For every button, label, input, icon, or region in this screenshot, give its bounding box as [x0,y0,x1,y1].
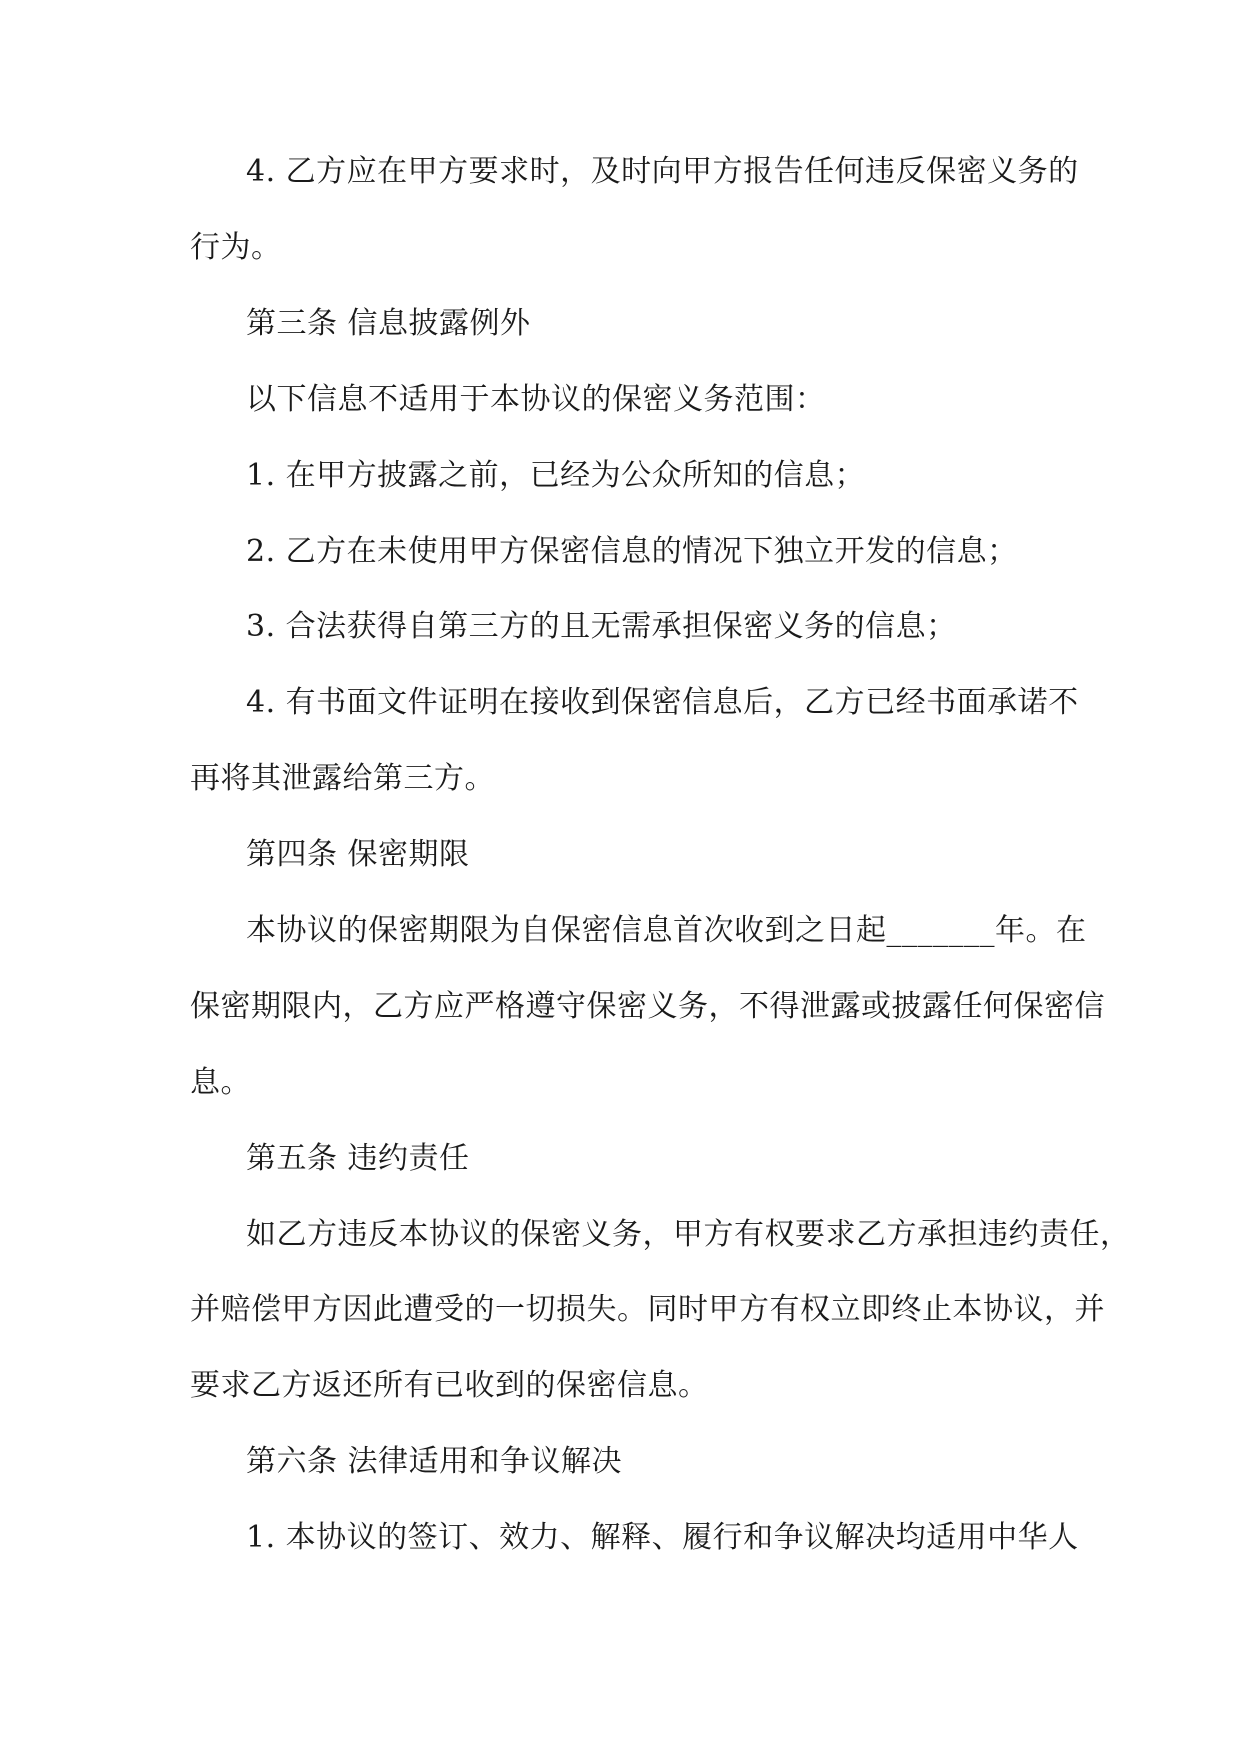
clause-3-item-4-line-1: 4. 有书面文件证明在接收到保密信息后，乙方已经书面承诺不 [246,685,1079,720]
clause-4-body-line-1: 本协议的保密期限为自保密信息首次收到之日起_______年。在 [246,913,1087,948]
clause-5-body-line-3: 要求乙方返还所有已收到的保密信息。 [190,1368,709,1403]
clause-4-body-line-2: 保密期限内，乙方应严格遵守保密义务，不得泄露或披露任何保密信 [190,989,1105,1024]
clause-4-heading: 第四条 保密期限 [246,837,470,872]
clause-2-item-4-line-2: 行为。 [190,230,282,265]
clause-4-body-line-3: 息。 [190,1065,251,1100]
clause-3-heading: 第三条 信息披露例外 [246,306,531,341]
clause-3-intro: 以下信息不适用于本协议的保密义务范围： [246,382,826,417]
clause-3-item-1: 1. 在甲方披露之前，已经为公众所知的信息； [246,458,866,493]
clause-6-item-1-line-1: 1. 本协议的签订、效力、解释、履行和争议解决均适用中华人 [246,1520,1079,1555]
clause-2-item-4-line-1: 4. 乙方应在甲方要求时，及时向甲方报告任何违反保密义务的 [246,154,1079,189]
clause-5-body-line-2: 并赔偿甲方因此遭受的一切损失。同时甲方有权立即终止本协议，并 [190,1292,1105,1327]
clause-3-item-2: 2. 乙方在未使用甲方保密信息的情况下独立开发的信息； [246,534,1018,569]
clause-5-heading: 第五条 违约责任 [246,1141,470,1176]
clause-3-item-4-line-2: 再将其泄露给第三方。 [190,761,495,796]
clause-3-item-3: 3. 合法获得自第三方的且无需承担保密义务的信息； [246,609,957,644]
clause-6-heading: 第六条 法律适用和争议解决 [246,1444,623,1479]
clause-5-body-line-1: 如乙方违反本协议的保密义务，甲方有权要求乙方承担违约责任， [246,1217,1131,1252]
